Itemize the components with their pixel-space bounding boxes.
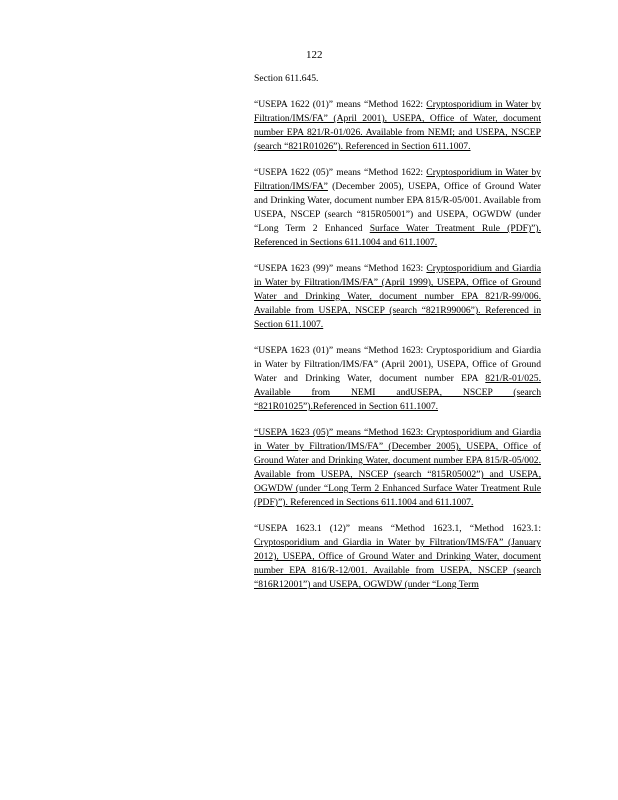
definition-text: “USEPA 1623 (99)” means “Method 1623: bbox=[254, 263, 427, 274]
definition-usepa-1623-99 bbox=[254, 262, 541, 332]
underlined-amendment: Surface Water Treatment Rule (PDF)”). Referenced in Sections 611.1004 and 611.1007. bbox=[254, 223, 541, 248]
underlined-amendment: Cryptosporidium in Water by Filtration/IMS/FA” bbox=[254, 167, 541, 192]
underlined-amendment: “USEPA 1623 (05)” means “Method 1623: Cryptosporidium and Giardia in Water by Filtration/IMS/FA” (December 2005), USEPA, Office of Ground Water and Drinking Water, document number EPA 815/R-05/002. Available from USEPA, NSCEP (search “815R05002”) and USEPA, OGWDW (under “Long Term 2 Enhanced Surface Water Treatment Rule (PDF)”). Referenced in Sections 611.1004 and 611.1007. bbox=[254, 427, 541, 508]
page-body bbox=[254, 72, 541, 604]
definition-text: “USEPA 1623.1 (12)” means “Method 1623.1, “Method 1623.1: bbox=[254, 523, 541, 534]
definition-usepa-1623-05 bbox=[254, 426, 541, 510]
definition-text: “USEPA 1622 (01)” means “Method 1622: bbox=[254, 99, 427, 110]
definition-usepa-1623-1-12 bbox=[254, 522, 541, 592]
underlined-amendment: Cryptosporidium and Giardia in Water by Filtration/IMS/FA” (January 2012), USEPA, Office of Ground Water and Drinking Water, document number EPA 816/R-12/001. Available from USEPA, NSCEP (search “816R12001”) and USEPA, OGWDW (under “Long Term bbox=[254, 537, 541, 590]
definition-usepa-1622-05 bbox=[254, 166, 541, 250]
page-number: 122 bbox=[306, 49, 323, 61]
definition-usepa-1622-01 bbox=[254, 98, 541, 154]
definition-text: (December 2005), USEPA, Office of Ground Water and Drinking Water, document number EPA 815/R-05/001. Available from USEPA, NSCEP (search “815R05001”) and USEPA, OGWDW (under “Long Term 2 Enhanced bbox=[254, 181, 541, 234]
section-reference: Section 611.645. bbox=[254, 73, 319, 84]
underlined-amendment: Cryptosporidium and Giardia in Water by Filtration/IMS/FA” (April 1999), USEPA, Office of Ground Water and Drinking Water, document number EPA 821/R-99/006. Available from USEPA, NSCEP (search “821R99006”). Referenced in Section 611.1007. bbox=[254, 263, 541, 330]
definition-usepa-1623-01 bbox=[254, 344, 541, 414]
definition-text: “USEPA 1622 (05)” means “Method 1622: bbox=[254, 167, 427, 178]
definition-text: “USEPA 1623 (01)” means “Method 1623: Cryptosporidium and Giardia in Water by Filtration/IMS/FA” (April 2001), USEPA, Office of Ground Water and Drinking Water, document number EPA bbox=[254, 345, 541, 384]
underlined-amendment: 821/R-01/025. Available from NEMI andUSEPA, NSCEP (search “821R01025”).Referenced in Section 611.1007. bbox=[254, 373, 541, 412]
underlined-amendment: Cryptosporidium in Water by Filtration/IMS/FA” (April 2001), USEPA, Office of Water, document number EPA 821/R-01/026. Available from NEMI; and USEPA, NSCEP (search “821R01026”). Referenced in Section 611.1007. bbox=[254, 99, 541, 152]
